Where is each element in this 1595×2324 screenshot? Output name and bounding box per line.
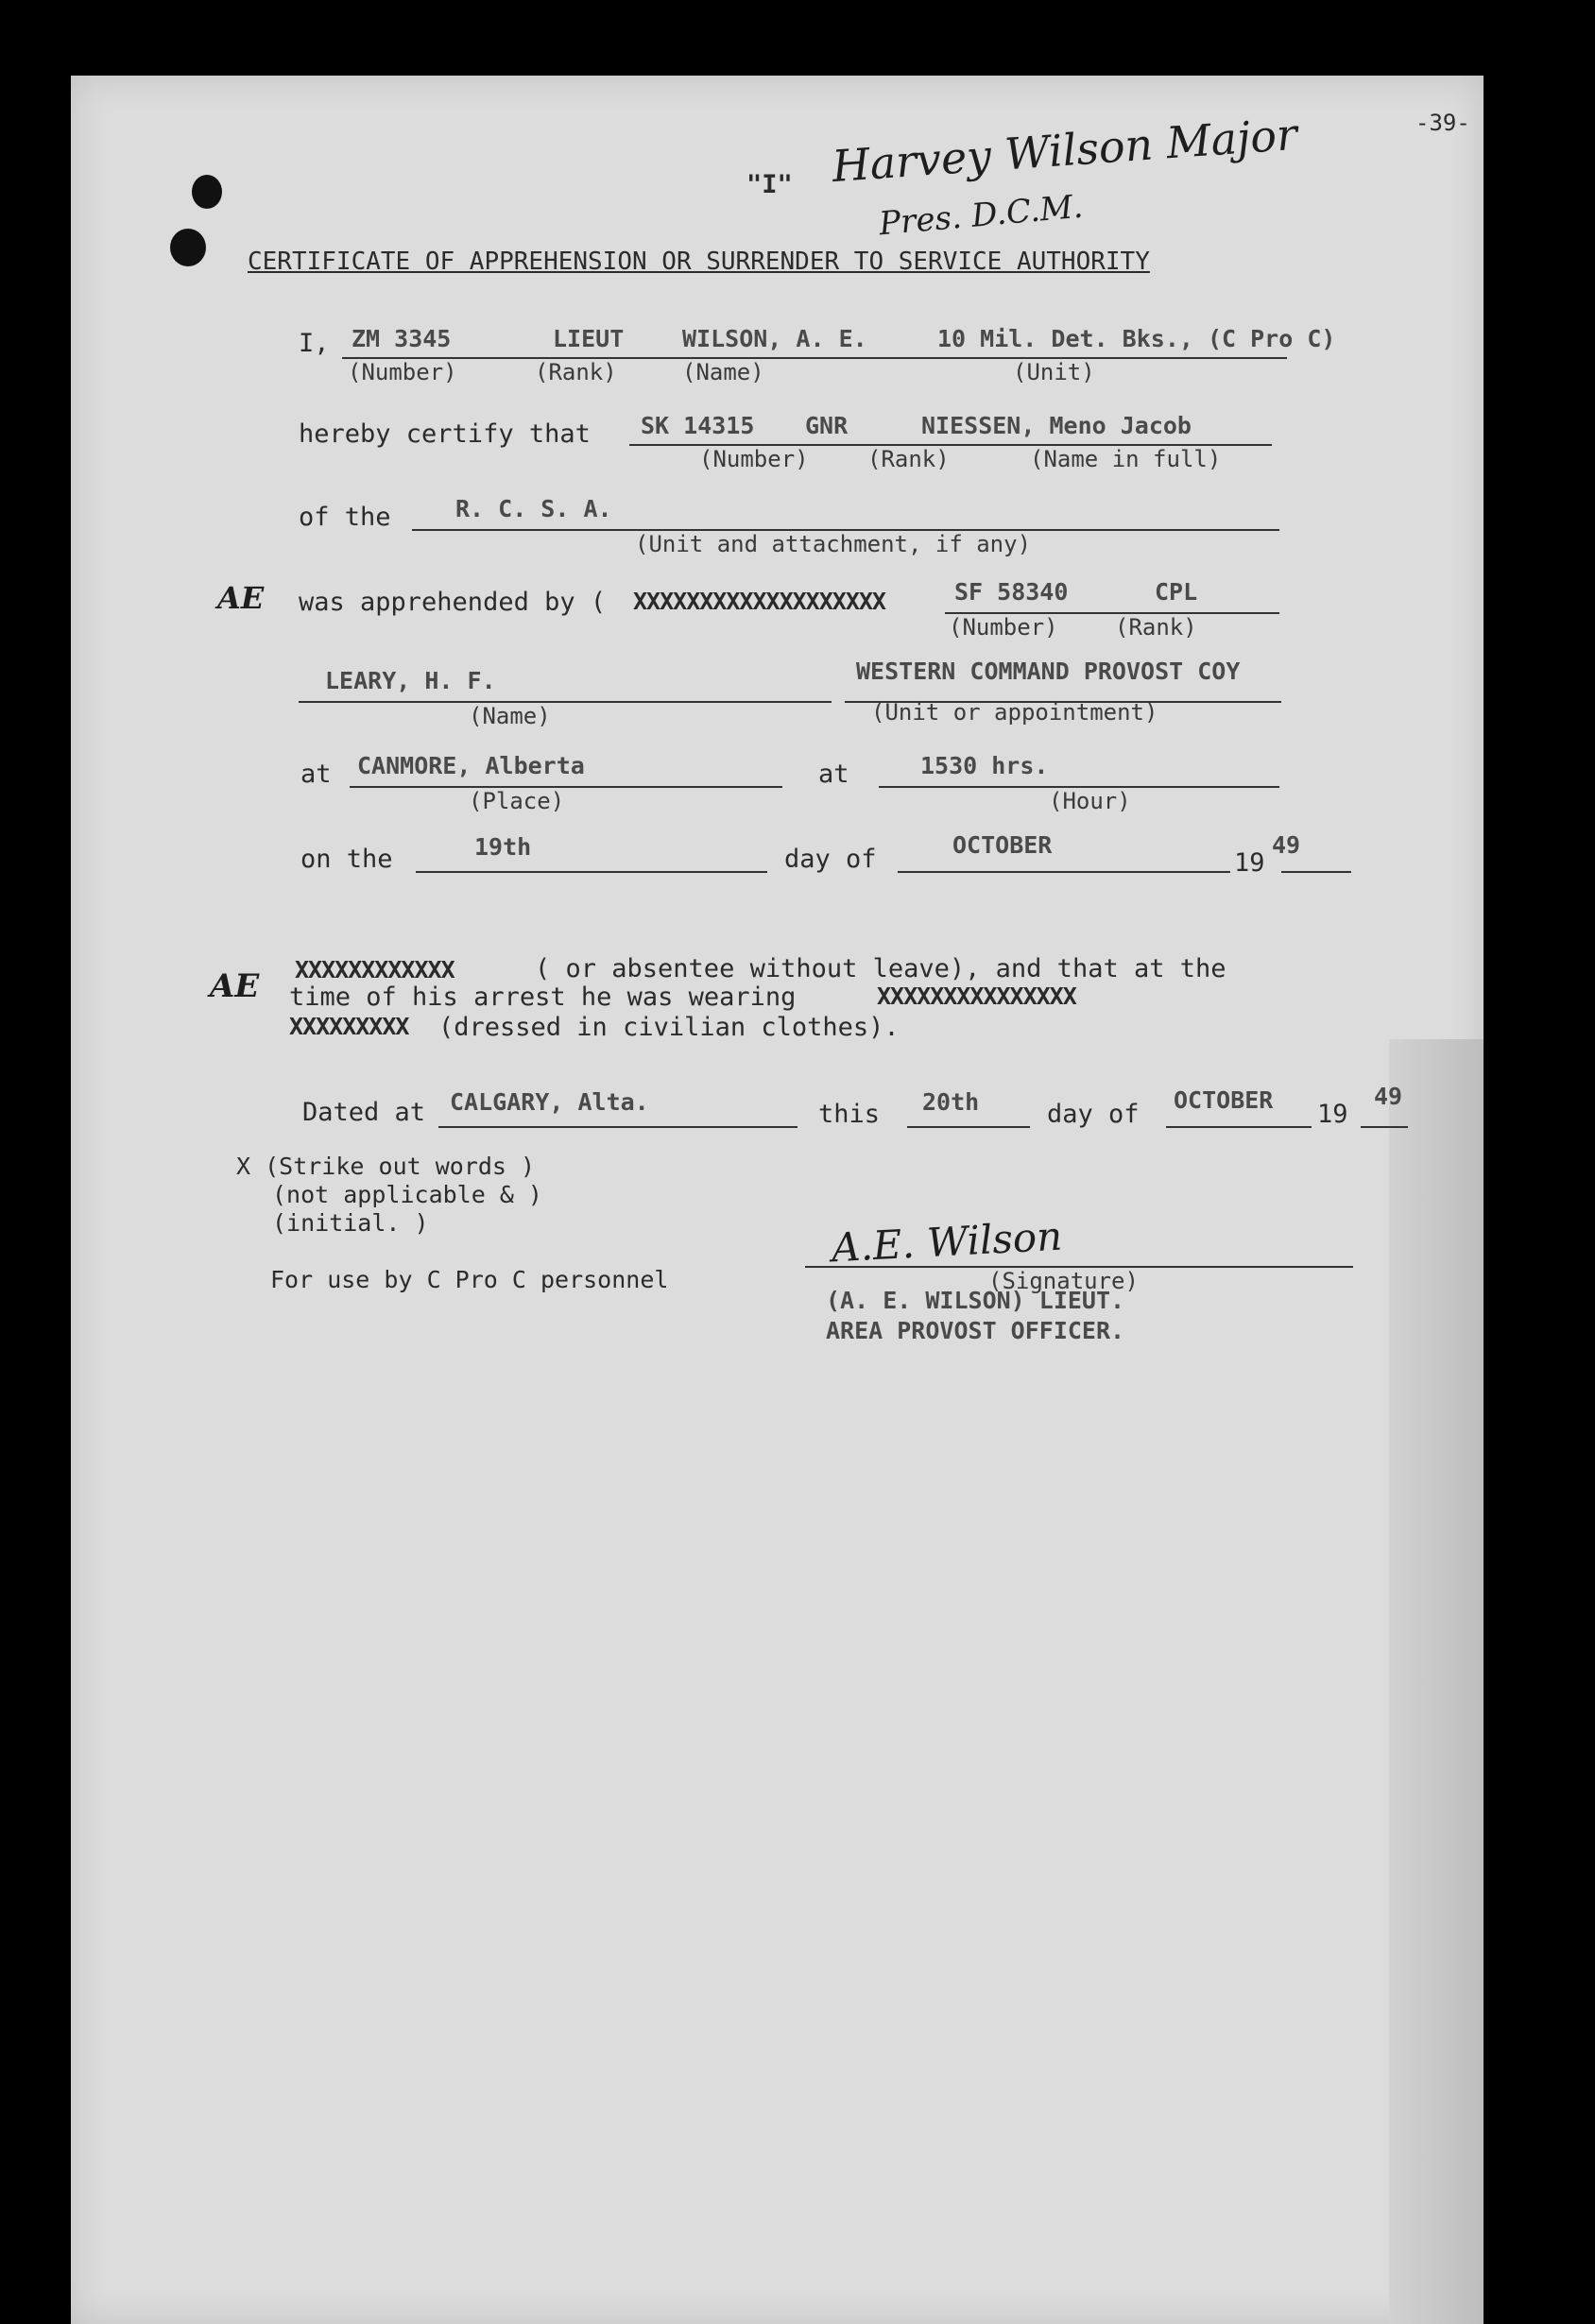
soldier-rank: GNR xyxy=(805,412,849,439)
row6-line-a xyxy=(350,786,782,788)
initials-2: AE xyxy=(210,967,260,1005)
officer-name: WILSON, A. E. xyxy=(682,325,867,352)
year: 49 xyxy=(1272,831,1301,859)
cap-unit: (Unit) xyxy=(1013,359,1095,385)
note-line1: X (Strike out words ) xyxy=(236,1153,536,1180)
dated-month: OCTOBER xyxy=(1174,1086,1274,1114)
para-line2: time of his arrest he was wearing xyxy=(289,983,797,1012)
row4-prefix: was apprehended by ( xyxy=(299,588,607,617)
dated-year-prefix: 19 xyxy=(1317,1100,1348,1129)
cap-place: (Place) xyxy=(469,788,565,814)
row6-mid: at xyxy=(818,760,849,789)
apprehender-unit: WESTERN COMMAND PROVOST COY xyxy=(856,658,1241,685)
row5-line-a xyxy=(299,701,832,703)
handwritten-name: Harvey Wilson Major xyxy=(830,108,1299,193)
soldier-unit: R. C. S. A. xyxy=(455,495,612,522)
signature-name: (A. E. WILSON) LIEUT. xyxy=(826,1287,1125,1314)
cap-rank-2: (Rank) xyxy=(867,446,950,472)
cap-name-2: (Name in full) xyxy=(1030,446,1222,472)
cap-name: (Name) xyxy=(682,359,764,385)
dated-prefix: Dated at xyxy=(302,1098,426,1127)
para-line3: (dressed in civilian clothes). xyxy=(438,1013,900,1042)
cap-number-2: (Number) xyxy=(699,446,809,472)
dated-day: 20th xyxy=(922,1088,980,1116)
initials-1: AE xyxy=(217,580,265,616)
page-edge xyxy=(1389,1039,1484,2324)
row7-line-c xyxy=(1281,871,1351,873)
struck-text-4: XXXXXXXXX xyxy=(289,1013,409,1040)
signature-title: AREA PROVOST OFFICER. xyxy=(826,1317,1125,1344)
row1-prefix: I, xyxy=(299,329,330,358)
cap-number-4: (Number) xyxy=(949,614,1058,641)
row7-prefix: on the xyxy=(300,845,393,874)
punch-hole-top xyxy=(192,175,222,209)
row7-mid: day of xyxy=(784,845,877,874)
apprehender-number: SF 58340 xyxy=(954,578,1069,606)
para-line1: ( or absentee without leave), and that at the xyxy=(535,954,1226,983)
year-prefix: 19 xyxy=(1234,848,1265,878)
row6-prefix: at xyxy=(300,760,332,789)
apprehender-name: LEARY, H. F. xyxy=(325,667,496,694)
officer-number: ZM 3345 xyxy=(352,325,452,352)
dated-this: this xyxy=(818,1100,881,1129)
punch-hole-bottom xyxy=(170,229,206,266)
marker: "I" xyxy=(746,170,793,199)
cap-rank: (Rank) xyxy=(535,359,617,385)
day: 19th xyxy=(474,833,532,861)
cap-number: (Number) xyxy=(348,359,457,385)
place: CANMORE, Alberta xyxy=(357,752,585,779)
dated-year: 49 xyxy=(1374,1083,1403,1110)
dated-line-d xyxy=(1361,1126,1408,1128)
apprehender-rank: CPL xyxy=(1155,578,1198,606)
cap-unit-5: (Unit or appointment) xyxy=(871,699,1158,726)
cap-rank-4: (Rank) xyxy=(1115,614,1197,641)
use-by: For use by C Pro C personnel xyxy=(270,1266,669,1293)
note-line2: (not applicable & ) xyxy=(272,1181,542,1208)
officer-unit: 10 Mil. Det. Bks., (C Pro C) xyxy=(937,325,1336,352)
row7-line-b xyxy=(898,871,1230,873)
dated-place: CALGARY, Alta. xyxy=(450,1088,649,1116)
month: OCTOBER xyxy=(952,831,1053,859)
struck-text-2: XXXXXXXXXXXX xyxy=(295,956,454,983)
dated-line-a xyxy=(438,1126,798,1128)
struck-text-3: XXXXXXXXXXXXXXX xyxy=(877,983,1076,1010)
page-title: CERTIFICATE OF APPREHENSION OR SURRENDER TO SERVICE AUTHORITY xyxy=(248,248,1150,276)
struck-text-1: XXXXXXXXXXXXXXXXXXX xyxy=(633,588,885,615)
handwritten-note: Pres. D.C.M. xyxy=(877,187,1085,244)
cap-hour: (Hour) xyxy=(1049,788,1131,814)
soldier-number: SK 14315 xyxy=(641,412,755,439)
dated-line-c xyxy=(1166,1126,1312,1128)
hour: 1530 hrs. xyxy=(920,752,1049,779)
soldier-name: NIESSEN, Meno Jacob xyxy=(921,412,1192,439)
page-number: -39- xyxy=(1415,110,1470,136)
row1-line xyxy=(342,357,1287,359)
signature-handwritten: A.E. Wilson xyxy=(830,1212,1064,1272)
signature-caption: (Signature) xyxy=(988,1268,1139,1294)
cap-name-5: (Name) xyxy=(469,703,551,729)
row7-line-a xyxy=(416,871,767,873)
row2-prefix: hereby certify that xyxy=(299,419,591,449)
note-line3: (initial. ) xyxy=(272,1209,429,1237)
dated-line-b xyxy=(907,1126,1030,1128)
cap-unit-attachment: (Unit and attachment, if any) xyxy=(635,531,1032,557)
row3-prefix: of the xyxy=(299,503,391,532)
dated-day-of: day of xyxy=(1047,1100,1140,1129)
officer-rank: LIEUT xyxy=(553,325,625,352)
